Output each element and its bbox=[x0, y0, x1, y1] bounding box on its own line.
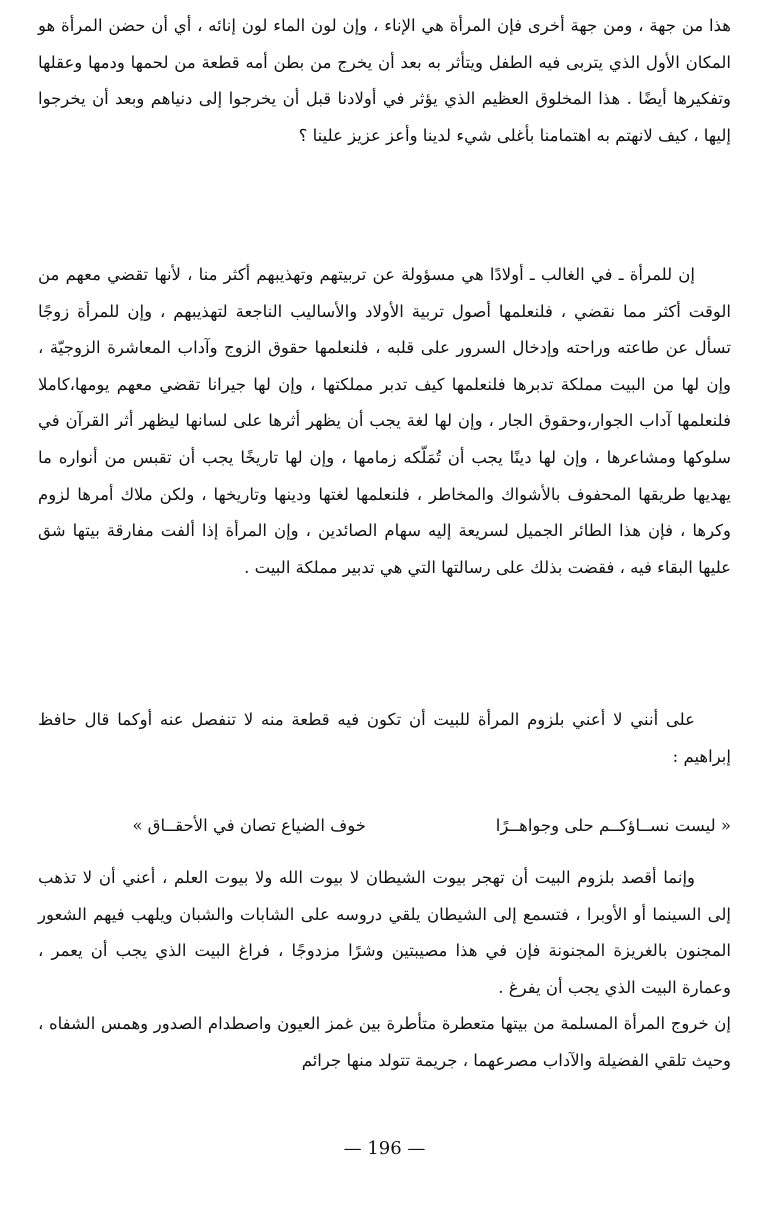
paragraph-5: إن خروج المرأة المسلمة من بيتها متعطرة متأطرة بين غمز العيون واصطدام الصدور وهمس الشفاه ، وحيث تلقي الفضيلة والآداب مصرعهما ، جريمة تتولد منها جرائم bbox=[38, 1014, 731, 1070]
poem-second-hemistich: خوف الضياع تصان في الأحقــاق » bbox=[132, 816, 366, 835]
page-number: — 196 — bbox=[343, 1138, 426, 1159]
poem-verse bbox=[38, 806, 731, 846]
book-page bbox=[38, 0, 731, 1205]
paragraph-4: وإنما أقصد بلزوم البيت أن تهجر بيوت الشيطان لا بيوت الله ولا بيوت العلم ، أعني أن لا تذهب إلى السينما أو الأوبرا ، فتسمع إلى الشيطان يلقي دروسه على الشابات والشبان ويلهب فيهم الشعور المجنون بالغريزة المجنونة فإن في هذا مصيبتين وشرًا مزدوجًا ، فراغ البيت الذي يجب أن يعمر ، وعمارة البيت الذي يجب أن يفرغ . bbox=[38, 868, 731, 997]
poem-first-hemistich: « ليست نســاؤكــم حلى وجواهــرًا bbox=[495, 816, 731, 835]
paragraph-2: إن للمرأة ـ في الغالب ـ أولادًا هي مسؤولة عن تربيتهم وتهذيبهم أكثر منا ، لأنها تقضي معهم من الوقت أكثر مما نقضي ، فلنعلمها أصول تربية الأولاد والأساليب الناجعة لتهذيبهم ، وإن للمرأة زوجًا تسأل عن طاعته وراحته وإدخال السرور على قلبه ، فلنعلمها حقوق الزوج وآداب المعاشرة الزوجيّة ، وإن لها من البيت مملكة تدبرها فلنعلمها كيف تدبر مملكتها ، وإن لها جيرانا تقضي معهم يومها،كاملا فلنعلمها آداب الجوار،وحقوق الجار ، وإن لها لغة يجب أن يظهر أثرها على لسانها ليظهر أثر القرآن في سلوكها ومشاعرها ، وإن لها دينًا يجب أن تُمَلّكه زمامها ، وإن لها تاريخًا يجب أن تقبس من أنواره ما يهديها طريقها المحفوف بالأشواك والمخاطر ، فلنعلمها لغتها ودينها وتاريخها ، ولكن ملاك أمرها لزوم وكرها ، فإن هذا الطائر الجميل لسريعة إليه سهام الصائدين ، وإن المرأة إذا ألفت مفارقة بيتها شق عليها البقاء فيه ، فقضت بذلك على رسالتها التي هي تدبير مملكة البيت . bbox=[38, 265, 731, 577]
paragraph-1: هذا من جهة ، ومن جهة أخرى فإن المرأة هي الإناء ، وإن لون الماء لون إنائه ، أي أن حضن المرأة هو المكان الأول الذي يتربى فيه الطفل ويتأثر به بعد أن يخرج من بطن أمه قطعة من لحمها ودمها وعقلها وتفكيرها أيضًا . هذا المخلوق العظيم الذي يؤثر في أولادنا قبل أن يخرجوا إلى دنياهم وبعد أن يخرجوا إليها ، كيف لانهتم به اهتمامنا بأغلى شيء لدينا وأعز عزيز علينا ؟ bbox=[38, 16, 731, 145]
paragraph-3: على أنني لا أعني بلزوم المرأة للبيت أن تكون فيه قطعة منه لا تنفصل عنه أوكما قال حافظ إبراهيم : bbox=[38, 710, 731, 766]
